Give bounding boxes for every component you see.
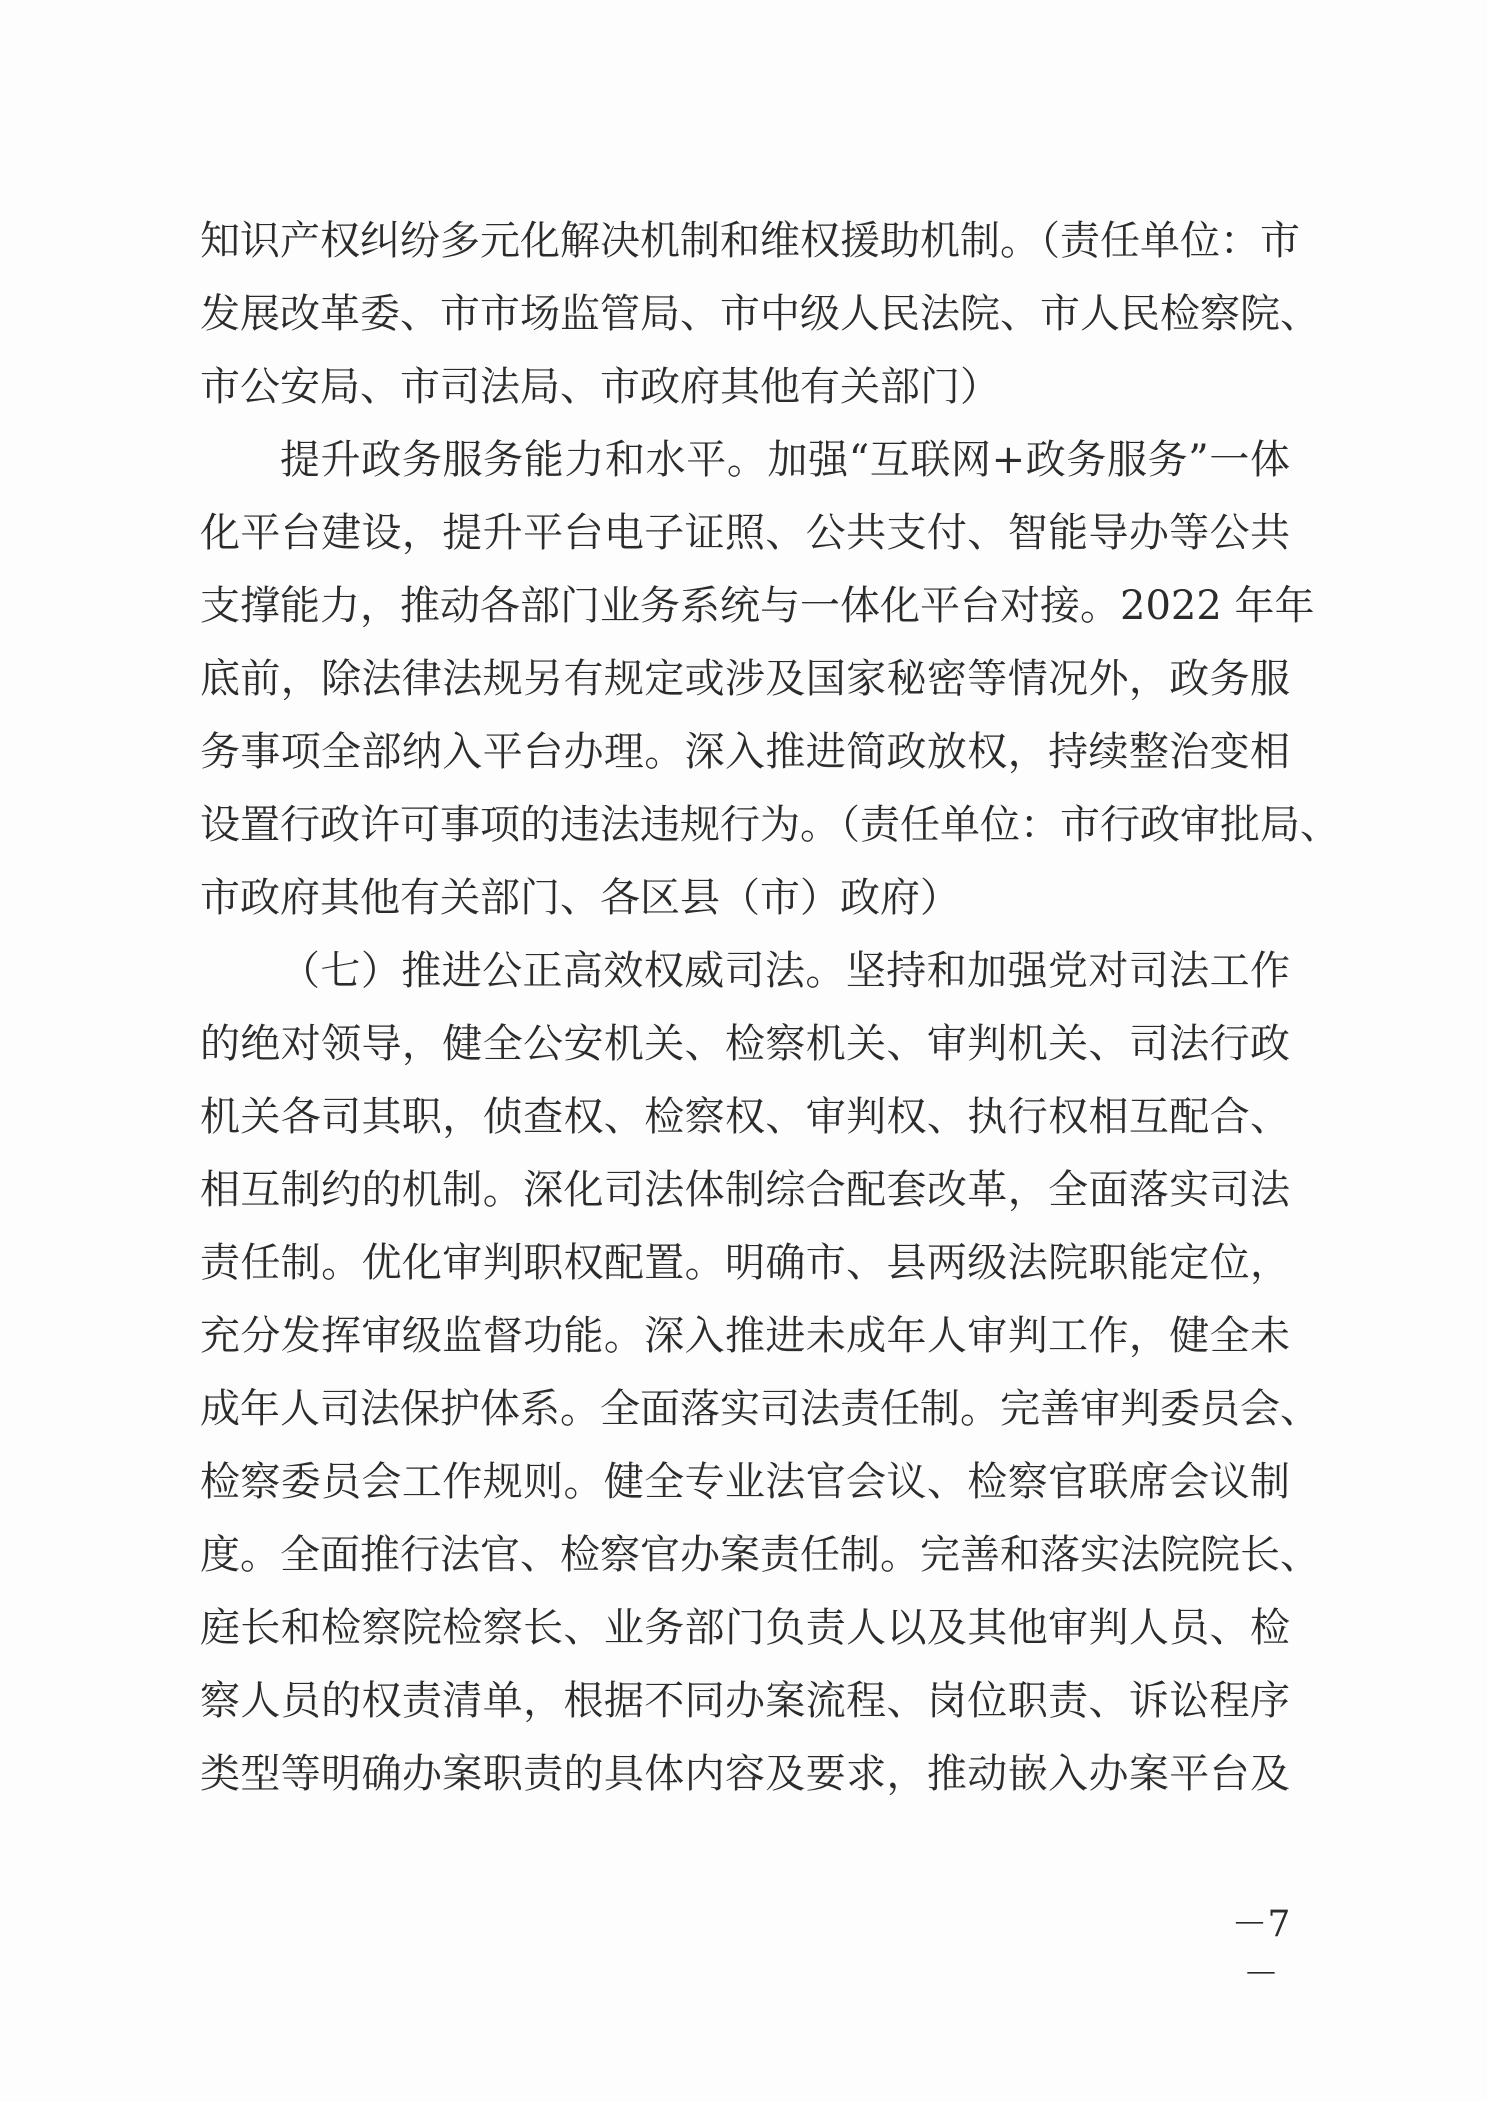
page-number: －7－ <box>1231 1904 1291 1995</box>
text-line: 支撑能力，推动各部门业务系统与一体化平台对接。2022 年年 <box>200 583 1315 629</box>
text-line: （七）推进公正高效权威司法。坚持和加强党对司法工作 <box>280 948 1290 994</box>
text-line: 度。全面推行法官、检察官办案责任制。完善和落实法院院长、 <box>200 1532 1320 1578</box>
text-line: 相互制约的机制。深化司法体制综合配套改革，全面落实司法 <box>200 1167 1290 1213</box>
paragraph-1 <box>200 205 1320 424</box>
text-line: 底前，除法律法规另有规定或涉及国家秘密等情况外，政务服 <box>200 656 1290 702</box>
text-line: 充分发挥审级监督功能。深入推进未成年人审判工作，健全未 <box>200 1313 1290 1359</box>
text-line: 检察委员会工作规则。健全专业法官会议、检察官联席会议制 <box>200 1459 1290 1505</box>
text-line: 发展改革委、市市场监管局、市中级人民法院、市人民检察院、 <box>200 291 1320 337</box>
text-line: 务事项全部纳入平台办理。深入推进简政放权，持续整治变相 <box>200 729 1290 775</box>
text-line: 市政府其他有关部门、各区县（市）政府） <box>200 875 960 921</box>
paragraph-3 <box>200 935 1320 1811</box>
text-line: 庭长和检察院检察长、业务部门负责人以及其他审判人员、检 <box>200 1605 1290 1651</box>
text-line: 的绝对领导，健全公安机关、检察机关、审判机关、司法行政 <box>200 1021 1290 1067</box>
text-line: 成年人司法保护体系。全面落实司法责任制。完善审判委员会、 <box>200 1386 1320 1432</box>
text-line: 察人员的权责清单，根据不同办案流程、岗位职责、诉讼程序 <box>200 1678 1290 1724</box>
text-line: 提升政务服务能力和水平。加强“互联网+政务服务”一体 <box>280 437 1290 483</box>
text-line: 类型等明确办案职责的具体内容及要求，推动嵌入办案平台及 <box>200 1751 1290 1797</box>
text-line: 市公安局、市司法局、市政府其他有关部门） <box>200 364 1000 410</box>
text-line: 化平台建设，提升平台电子证照、公共支付、智能导办等公共 <box>200 510 1290 556</box>
text-line: 设置行政许可事项的违法违规行为。（责任单位：市行政审批局、 <box>200 802 1340 848</box>
paragraph-2 <box>200 424 1340 935</box>
text-line: 知识产权纠纷多元化解决机制和维权援助机制。（责任单位：市 <box>200 218 1300 264</box>
text-line: 责任制。优化审判职权配置。明确市、县两级法院职能定位， <box>200 1240 1290 1286</box>
text-line: 机关各司其职，侦查权、检察权、审判权、执行权相互配合、 <box>200 1094 1290 1140</box>
